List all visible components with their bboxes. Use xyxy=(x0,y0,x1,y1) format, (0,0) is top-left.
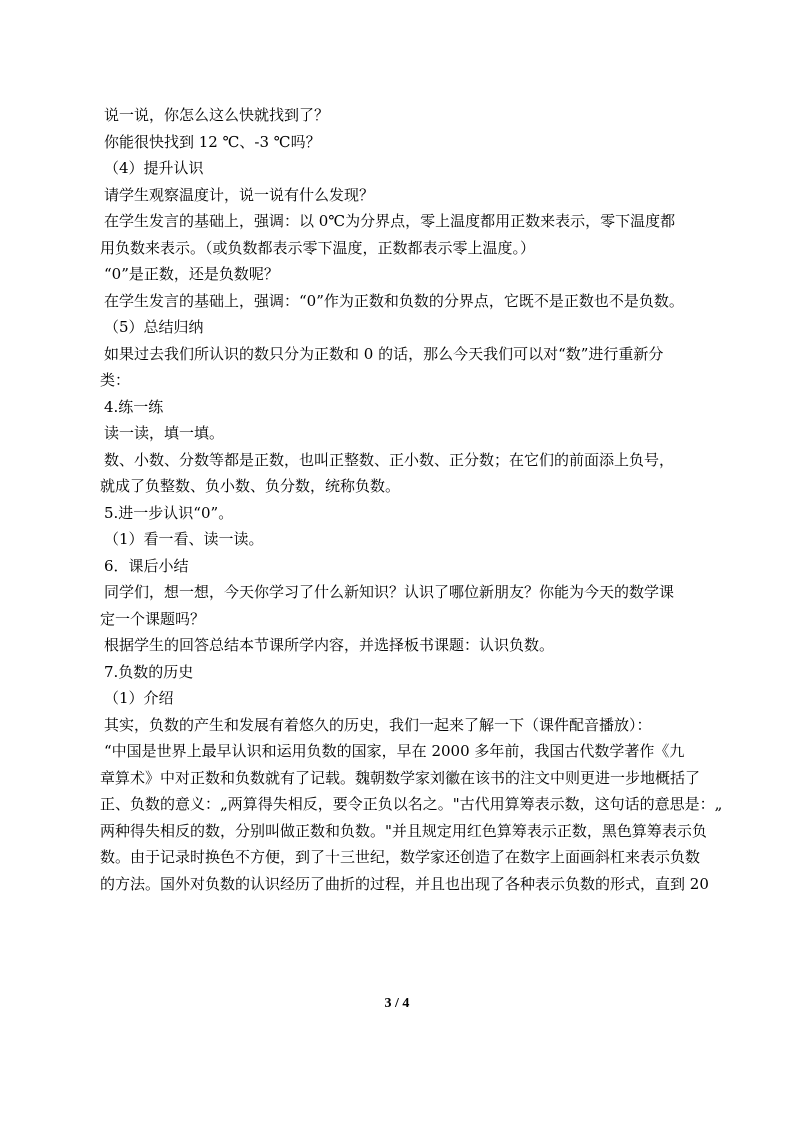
text-line: 请学生观察温度计，说一说有什么发现？ xyxy=(104,185,375,204)
section-heading: （4）提升认识 xyxy=(104,159,204,177)
section-heading: 6．课后小结 xyxy=(104,556,189,575)
text-line: 就成了负整数、负小数、负分数，统称负数。 xyxy=(100,477,401,495)
text-line: 你能很快找到 12 ℃、-3 ℃吗？ xyxy=(104,132,321,151)
text-line: 章算术》中对正数和负数就有了记载。魏朝数学家刘徽在该书的注文中则更进一步地概括了 xyxy=(100,768,701,787)
text-line: 根据学生的回答总结本节课所学内容，并选择板书课题：认识负数。 xyxy=(104,636,555,654)
section-heading: （1）介绍 xyxy=(104,689,174,707)
text-line: 两种得失相反的数，分别叫做正数和负数。"并且规定用红色算筹表示正数，黑色算筹表示负 xyxy=(100,821,707,840)
text-line: 定一个课题吗？ xyxy=(100,609,206,628)
section-heading: 4.练一练 xyxy=(104,397,164,416)
document-body xyxy=(100,102,723,897)
text-line: 说一说，你怎么这么快就找到了？ xyxy=(104,106,330,124)
section-heading: 7.负数的历史 xyxy=(104,662,194,681)
page-number: 3 / 4 xyxy=(384,996,410,1011)
text-line: 数、小数、分数等都是正数，也叫正整数、正小数、正分数；在它们的前面添上负号， xyxy=(104,450,675,469)
section-heading: （1）看一看、读一读。 xyxy=(104,530,264,548)
text-line: 同学们，想一想，今天你学习了什么新知识？认识了哪位新朋友？你能为今天的数学课 xyxy=(104,583,675,601)
text-line: 正、负数的意义：„两算得失相反，要令正负以名之。"古代用算筹表示数，这句话的意思是：„ xyxy=(100,795,723,813)
section-heading: 5.进一步认识“0”。 xyxy=(104,503,234,522)
text-line: 在学生发言的基础上，强调：“0”作为正数和负数的分界点，它既不是正数也不是负数。 xyxy=(104,291,684,310)
text-line: “中国是世界上最早认识和运用负数的国家，早在 2000 多年前，我国古代数学著作《九 xyxy=(104,742,685,760)
text-line: “0”是正数，还是负数呢？ xyxy=(104,265,279,283)
text-line: 类： xyxy=(100,371,131,389)
text-line: 在学生发言的基础上，强调：以 0℃为分界点，零上温度都用正数来表示，零下温度都 xyxy=(104,212,676,230)
section-heading: （5）总结归纳 xyxy=(104,318,204,336)
text-line: 数。由于记录时换色不方便，到了十三世纪，数学家还创造了在数字上面画斜杠来表示负数 xyxy=(100,848,701,866)
text-line: 的方法。国外对负数的认识经历了曲折的过程，并且也出现了各种表示负数的形式，直到 20 xyxy=(100,874,709,893)
text-line: 用负数来表示。（或负数都表示零下温度，正数都表示零上温度。） xyxy=(100,238,536,257)
text-line: 如果过去我们所认识的数只分为正数和 0 的话，那么今天我们可以对“数”进行重新分 xyxy=(104,344,664,363)
text-line: 读一读，填一填。 xyxy=(104,424,225,442)
text-line: 其实，负数的产生和发展有着悠久的历史，我们一起来了解一下（课件配音播放）： xyxy=(104,715,652,734)
